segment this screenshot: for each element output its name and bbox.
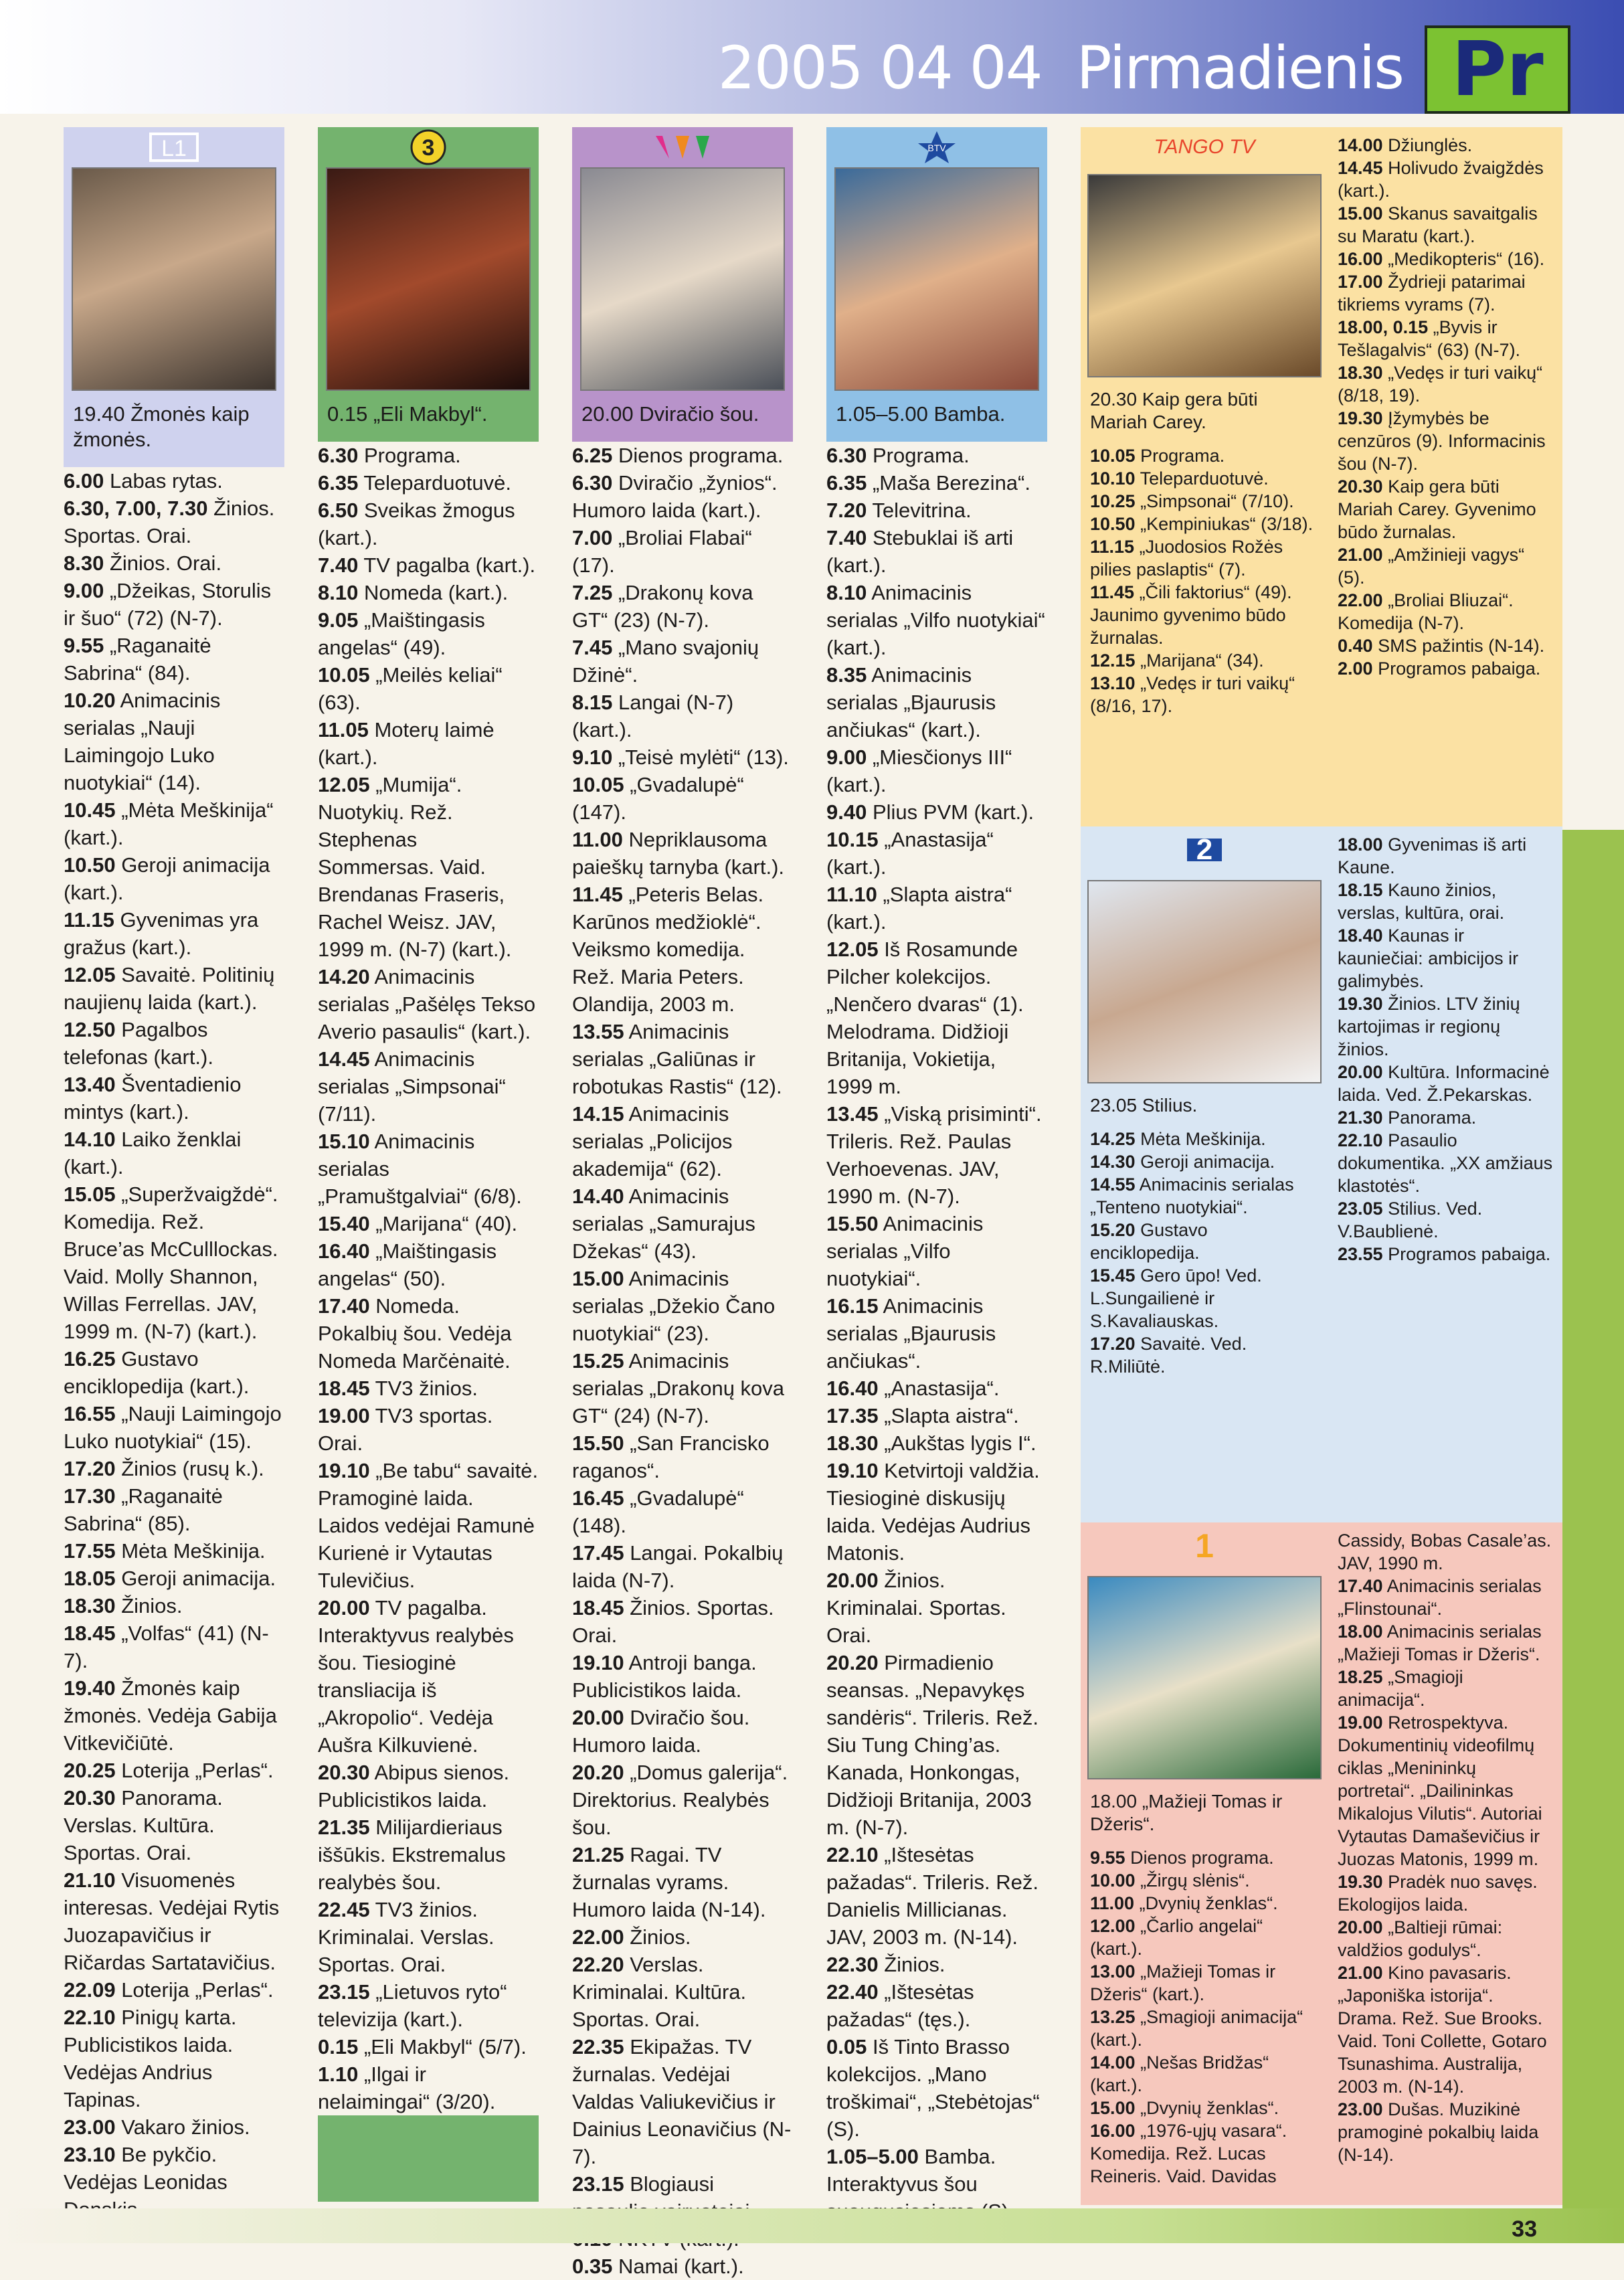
schedule-item: 16.15 Animacinis serialas „Bjaurusis ančiukas“. [826, 1294, 996, 1373]
schedule-item: 22.45 TV3 žinios. Kriminalai. Verslas. Sportas. Orai. [318, 1898, 494, 1976]
schedule-item: 21.00 Kino pavasaris. „Japoniška istorija“. Drama. Rež. Sue Brooks. Vaid. Toni Collette, Gotaro Tsunashima. Australija, 2003 m. (N-14). [1338, 1963, 1547, 2097]
btv-logo-icon [826, 127, 1047, 167]
schedule-item: 11.45 „Čili faktorius“ (49). Jaunimo gyvenimo būdo žurnalas. [1090, 582, 1292, 648]
schedule-item: 7.45 „Mano svajonių Džinė“. [572, 636, 759, 687]
schedule-item: 14.00 „Nešas Bridžas“ (kart.). [1090, 2052, 1269, 2095]
schedule-item: 15.05 „Superžvaigždė“. Komedija. Rež. Bruce’as McCulllockas. Vaid. Molly Shannon, Willas Ferrellas. JAV, 1999 m. (N-7) (kart.). [64, 1182, 278, 1343]
schedule-item: 2.00 Programos pabaiga. [1338, 659, 1541, 679]
schedule-item: 17.20 Žinios (rusų k.). [64, 1457, 264, 1480]
schedule-item: 12.15 „Marijana“ (34). [1090, 650, 1264, 671]
decor-stripe [1562, 830, 1624, 2243]
schedule-item: 18.00 Gyvenimas iš arti Kaune. [1338, 835, 1527, 877]
schedule-item: 19.40 Žmonės kaip žmonės. Vedėja Gabija Vitkevičiūtė. [64, 1676, 277, 1755]
tv3-logo-icon [318, 127, 539, 167]
schedule-item: 6.00 Labas rytas. [64, 469, 223, 493]
tv1-photo [1087, 1576, 1322, 1779]
schedule-item: 20.00 Dviračio šou. Humoro laida. [572, 1706, 750, 1757]
schedule-item: 14.25 Mėta Meškinija. [1090, 1129, 1266, 1149]
schedule-item: 11.00 „Dvynių ženklas“. [1090, 1893, 1278, 1913]
lrt-schedule [53, 467, 291, 2223]
schedule-item: 13.45 „Viską prisiminti“. Trileris. Rež. Paulas Verhoevenas. JAV, 1990 m. (N-7). [826, 1102, 1042, 1208]
schedule-item: 18.30 „Aukštas lygis I“. [826, 1431, 1036, 1455]
schedule-item: 22.10 Pinigų karta. Publicistikos laida. Vedėjas Andrius Tapinas. [64, 2006, 237, 2111]
schedule-item: 9.40 Plius PVM (kart.). [826, 800, 1034, 824]
schedule-item: 10.15 „Anastasija“ (kart.). [826, 828, 994, 879]
schedule-item: 10.25 „Simpsonai“ (7/10). [1090, 491, 1294, 511]
schedule-item: 6.35 Teleparduotuvė. [318, 471, 511, 495]
schedule-item: 18.30 Žinios. [64, 1594, 183, 1617]
schedule-item: 0.05 Iš Tinto Brasso kolekcijos. „Mano troškimai“, „Stebėtojas“ (S). [826, 2035, 1040, 2141]
tv3-featured: 0.15 „Eli Makbyl“. [327, 402, 488, 426]
schedule-item: 13.55 Animacinis serialas „Galiūnas ir robotukas Rastis“ (12). [572, 1020, 782, 1098]
schedule-item: 18.45 TV3 žinios. [318, 1377, 478, 1400]
schedule-item: 19.00 TV3 sportas. Orai. [318, 1404, 493, 1455]
channel-lrt [64, 127, 284, 2202]
schedule-item: 20.00 TV pagalba. Interaktyvus realybės šou. Tiesioginė transliacija iš „Akropolio“. Vedėja Aušra Kilkuvienė. [318, 1596, 514, 1757]
schedule-item: 12.05 Iš Rosamunde Pilcher kolekcijos. „Nenčero dvaras“ (1). Melodrama. Didžioji Britanija, Vokietija, 1999 m. [826, 938, 1024, 1098]
schedule-item: 21.10 Visuomenės interesas. Vedėjai Rytis Juozapavičius ir Ričardas Sartatavičius. [64, 1868, 280, 1974]
schedule-item: 8.30 Žinios. Orai. [64, 551, 222, 575]
lnk-logo-icon [572, 127, 793, 167]
schedule-item: 6.35 „Maša Berezina“. [826, 471, 1030, 495]
channel-lnk [572, 127, 793, 2278]
schedule-item: 17.45 Langai. Pokalbių laida (N-7). [572, 1541, 784, 1592]
channel-tango [1081, 127, 1328, 826]
day-badge: Pr [1425, 25, 1570, 114]
schedule-item: 9.10 „Teisė mylėti“ (13). [572, 746, 789, 769]
schedule-item: 11.00 Nepriklausoma paieškų tarnyba (kart.). [572, 828, 785, 879]
tv1-schedule-continued [1328, 1522, 1562, 2205]
schedule-item: 10.00 „Žirgų slėnis“. [1090, 1870, 1250, 1891]
schedule-item: 10.05 „Gvadalupė“ (147). [572, 773, 744, 824]
schedule-item: 7.20 Televitrina. [826, 499, 972, 522]
schedule-item: 14.45 Holivudo žvaigždės (kart.). [1338, 158, 1544, 201]
schedule-item: 14.10 Laiko ženklai (kart.). [64, 1128, 242, 1178]
schedule-item: 16.45 „Gvadalupė“ (148). [572, 1486, 744, 1537]
schedule-item: 15.50 „San Francisko raganos“. [572, 1431, 770, 1482]
schedule-item: 9.05 „Maištingasis angelas“ (49). [318, 608, 485, 659]
schedule-item: 19.30 Žinios. LTV žinių kartojimas ir regionų žinios. [1338, 994, 1520, 1059]
schedule-item: 17.55 Mėta Meškinija. [64, 1539, 266, 1563]
schedule-item: 18.00 Animacinis serialas „Mažieji Tomas ir Džeris“. [1338, 1621, 1542, 1664]
schedule-item: 20.00 „Baltieji rūmai: valdžios godulys“. [1338, 1917, 1503, 1960]
tango-schedule-continued [1328, 127, 1562, 826]
schedule-item: 6.30 Programa. [826, 444, 970, 467]
lrt-logo-icon [64, 127, 284, 167]
schedule-item: 10.10 Teleparduotuvė. [1090, 468, 1269, 489]
schedule-item: 11.15 Gyvenimas yra gražus (kart.). [64, 908, 259, 959]
schedule-item: 23.10 Be pykčio. Vedėjas Leonidas [64, 2143, 228, 2194]
schedule-item: 19.30 Įžymybės be cenzūros (9). Informacinis šou (N-7). [1338, 408, 1546, 474]
schedule-item: 6.25 Dienos programa. [572, 444, 784, 467]
lrt-featured: 19.40 Žmonės kaip žmonės. [73, 402, 250, 451]
schedule-item: 23.15 „Lietuvos ryto“ televizija (kart.). [318, 1980, 507, 2031]
schedule-item: 20.20 „Domus galerija“. Direktorius. Realybės šou. [572, 1761, 788, 1839]
schedule-item: 23.15 Blogiausi [572, 2172, 714, 2196]
schedule-item: 16.25 Gustavo enciklopedija (kart.). [64, 1347, 250, 1398]
svg-text:L1: L1 [161, 136, 187, 161]
schedule-item: 10.50 „Kempiniukas“ (3/18). [1090, 514, 1314, 534]
schedule-item: 16.00 „1976-ųjų vasara“. Komedija. Rež. Lucas Reineris. Vaid. Davidas [1090, 2121, 1287, 2186]
tango-photo [1087, 174, 1322, 377]
tv3-schedule [307, 442, 545, 2115]
lrt2-logo-icon: 2 [1081, 826, 1328, 873]
schedule-item: 14.40 Animacinis serialas „Samurajus Džekas“ (43). [572, 1185, 755, 1263]
schedule-item: 18.05 Geroji animacija. [64, 1567, 276, 1590]
schedule-item: 23.05 Stilius. Ved. V.Baublienė. [1338, 1199, 1483, 1241]
channel-btv [826, 127, 1047, 2202]
schedule-item: 10.50 Geroji animacija (kart.). [64, 853, 270, 904]
schedule-item: 22.00 Žinios. [572, 1925, 691, 1949]
schedule-item: 12.00 „Čarlio angelai“ (kart.). [1090, 1916, 1263, 1959]
lnk-photo [580, 167, 785, 391]
schedule-item: 22.09 Loterija „Perlas“. [64, 1978, 274, 2002]
schedule-item: 14.20 Animacinis serialas „Pašėlęs Tekso Averio pasaulis“ (kart.). [318, 965, 536, 1043]
schedule-item: 17.00 Žydrieji patarimai tikriems vyrams (7). [1338, 272, 1526, 315]
schedule-item: 14.45 Animacinis serialas „Simpsonai“ (7/11). [318, 1047, 506, 1126]
schedule-item: 6.30 Programa. [318, 444, 461, 467]
schedule-item: 18.00, 0.15 „Byvis ir Tešlagalvis“ (63) (N-7). [1338, 317, 1521, 360]
tango-schedule-right [1328, 127, 1562, 687]
tv1-schedule [1081, 1840, 1328, 2194]
schedule-item: 18.30 „Vedęs ir turi vaikų“ (8/18, 19). [1338, 363, 1543, 406]
schedule-item: 8.10 Animacinis serialas „Vilfo nuotykiai“ (kart.). [826, 581, 1045, 659]
channel-tv3 [318, 127, 539, 2202]
schedule-item: 15.45 Gero ūpo! Ved. L.Sungailienė ir S.Kavaliauskas. [1090, 1265, 1262, 1331]
schedule-item: 14.30 Geroji animacija. [1090, 1152, 1275, 1172]
schedule-item: 10.05 Programa. [1090, 446, 1225, 466]
tv1-schedule-right [1328, 1522, 1562, 2173]
schedule-item: 16.40 „Anastasija“. [826, 1377, 1000, 1400]
schedule-item: 22.35 Ekipažas. TV žurnalas. Vedėjai Valdas Valiukevičius ir Dainius Leonavičius (N-7). [572, 2035, 792, 2168]
schedule-item: 17.40 Nomeda. Pokalbių šou. Vedėja Nomeda Marčėnaitė. [318, 1294, 512, 1373]
schedule-item: 21.30 Panorama. [1338, 1108, 1477, 1128]
schedule-item: 23.00 Dušas. Muzikinė pramoginė pokalbių laida (N-14). [1338, 2099, 1539, 2165]
schedule-item: 11.10 „Slapta aistra“ (kart.). [826, 883, 1012, 934]
schedule-item: 15.40 „Marijana“ (40). [318, 1212, 518, 1235]
schedule-item: 18.25 „Smagioji animacija“. [1338, 1667, 1463, 1710]
schedule-item: 11.05 Moterų laimė (kart.). [318, 718, 494, 769]
svg-text:BTV: BTV [927, 143, 946, 153]
schedule-item: 20.00 Žinios. Kriminalai. Sportas. Orai. [826, 1569, 1006, 1647]
schedule-item: 7.40 TV pagalba (kart.). [318, 553, 536, 577]
schedule-item: 1.05–5.00 Bamba. Interaktyvus šou [826, 2145, 996, 2196]
channel-tv1 [1081, 1522, 1328, 2205]
schedule-item: 0.15 „Eli Makbyl“ (5/7). [318, 2035, 527, 2058]
tv3-photo [326, 167, 531, 391]
schedule-item: 22.30 Žinios. [826, 1953, 945, 1976]
tango-schedule [1081, 438, 1328, 724]
schedule-item: 12.05 „Mumija“. Nuotykių. Rež. Stephenas Sommersas. Vaid. Brendanas Fraseris, Rachel Weisz. JAV, 1999 m. (N-7) (kart.). [318, 773, 512, 961]
schedule-item: 17.30 „Raganaitė Sabrina“ (85). [64, 1484, 223, 1535]
schedule-item: 1.10 „Ilgai ir nelaimingai“ (3/20). [318, 2063, 496, 2113]
schedule-item: 7.25 „Drakonų kova GT“ (23) (N-7). [572, 581, 753, 632]
channel-lrt2 [1081, 826, 1328, 1522]
schedule-item: 21.35 Milijardieriaus iššūkis. Ekstremalus realybės šou. [318, 1816, 506, 1894]
date-title: 2005 04 04 Pirmadienis [717, 33, 1403, 102]
schedule-item: 22.10 Pasaulio dokumentika. „XX amžiaus klastotės“. [1338, 1130, 1553, 1196]
lnk-featured: 20.00 Dviračio šou. [581, 402, 759, 426]
schedule-item: 20.30 Kaip gera būti Mariah Carey. Gyvenimo būdo žurnalas. [1338, 476, 1536, 542]
schedule-item: 22.10 „Ištesėtas pažadas“. Trileris. Rež. Danielis Millicianas. JAV, 2003 m. (N-14). [826, 1843, 1039, 1949]
schedule-item: 0.35 Namai (kart.). [572, 2255, 744, 2278]
lrt2-photo [1087, 880, 1322, 1083]
schedule-item: 16.55 „Nauji Laimingojo Luko nuotykiai“ (15). [64, 1402, 282, 1453]
schedule-item: 19.10 Antroji banga. Publicistikos laida. [572, 1651, 757, 1702]
schedule-item: 19.30 Pradėk nuo savęs. Ekologijos laida. [1338, 1872, 1538, 1915]
schedule-item: 18.45 Žinios. Sportas. Orai. [572, 1596, 774, 1647]
lrt2-schedule [1081, 1121, 1328, 1385]
schedule-item: 18.45 „Volfas“ (41) (N-7). [64, 1621, 269, 1672]
schedule-item: 15.00 Skanus savaitgalis su Maratu (kart.). [1338, 203, 1538, 246]
schedule-item: 19.10 „Be tabu“ savaitė. Pramoginė laida. Laidos vedėjai Ramunė Kurienė ir Vytautas Tulevičius. [318, 1459, 539, 1592]
schedule-item: 11.45 „Peteris Belas. Karūnos medžioklė“. Veiksmo komedija. Rež. Maria Peters. Olandija, 2003 m. [572, 883, 764, 1016]
schedule-item: 20.00 Kultūra. Informacinė laida. Ved. Ž.Pekarskas. [1338, 1062, 1550, 1105]
schedule-item: 7.00 „Broliai Flabai“ (17). [572, 526, 752, 577]
tango-featured: 20.30 Kaip gera būti Mariah Carey. [1090, 389, 1258, 432]
schedule-item: 23.55 Programos pabaiga. [1338, 1244, 1551, 1264]
schedule-item: 15.10 Animacinis serialas „Pramuštgalviai“ (6/8). [318, 1130, 522, 1208]
lrt2-featured: 23.05 Stilius. [1090, 1095, 1198, 1116]
schedule-item: 22.40 „Ištesėtas pažadas“ (tęs.). [826, 1980, 974, 2031]
schedule-item: 9.55 „Raganaitė Sabrina“ (84). [64, 634, 211, 685]
schedule-item: 6.50 Sveikas žmogus (kart.). [318, 499, 515, 549]
lrt-photo [72, 167, 276, 391]
schedule-item: 13.25 „Smagioji animacija“ (kart.). [1090, 2007, 1303, 2050]
schedule-item: 10.20 Animacinis serialas „Nauji Laimingojo Luko nuotykiai“ (14). [64, 689, 221, 794]
schedule-item: 15.00 Animacinis serialas „Džekio Čano nuotykiai“ (23). [572, 1267, 776, 1345]
schedule-item: 13.40 Šventadienio mintys (kart.). [64, 1073, 242, 1124]
schedule-item: 22.20 Verslas. Kriminalai. Kultūra. Sportas. Orai. [572, 1953, 747, 2031]
lnk-schedule [561, 442, 800, 2280]
schedule-item: 15.25 Animacinis serialas „Drakonų kova GT“ (24) (N-7). [572, 1349, 785, 1427]
schedule-item: 14.00 Džiunglės. [1338, 135, 1473, 155]
btv-photo [834, 167, 1039, 391]
schedule-item: 14.15 Animacinis serialas „Policijos akademija“ (62). [572, 1102, 733, 1180]
schedule-item: 15.20 Gustavo enciklopedija. [1090, 1220, 1208, 1263]
schedule-item: 10.45 „Mėta Meškinija“ (kart.). [64, 798, 274, 849]
schedule-item: 20.20 Pirmadienio seansas. „Nepavykęs sandėris“. Trileris. Rež. Siu Tung Ching’as. Kanada, Honkongas, Didžioji Britanija, 2003 m. (N-7). [826, 1651, 1039, 1839]
lrt2-schedule-continued [1328, 826, 1562, 1522]
tv1-logo-icon: 1 [1195, 1527, 1214, 1565]
page-header [0, 0, 1624, 114]
schedule-item: 15.50 Animacinis serialas „Vilfo nuotykiai“. [826, 1212, 984, 1290]
schedule-item: 9.55 Dienos programa. [1090, 1848, 1274, 1868]
schedule-item: 8.35 Animacinis serialas „Bjaurusis ančiukas“ (kart.). [826, 663, 996, 741]
schedule-item: 7.40 Stebuklai iš arti (kart.). [826, 526, 1014, 577]
schedule-item: 11.15 „Juodosios Rožės pilies paslaptis“ (7). [1090, 537, 1283, 580]
tango-logo-icon: TANGO TV [1154, 136, 1255, 158]
schedule-item: 0.40 SMS pažintis (N-14). [1338, 636, 1545, 656]
schedule-item: 13.00 „Mažieji Tomas ir Džeris“ (kart.). [1090, 1961, 1276, 2004]
page-footer [0, 2208, 1624, 2243]
schedule-item: 14.55 Animacinis serialas „Tenteno nuotykiai“. [1090, 1174, 1294, 1217]
btv-schedule [816, 442, 1054, 2225]
svg-text:3: 3 [422, 135, 435, 161]
schedule-item: 23.00 Vakaro žinios. [64, 2115, 250, 2139]
schedule-item: 17.20 Savaitė. Ved. R.Miliūtė. [1090, 1334, 1247, 1377]
schedule-item: 13.10 „Vedęs ir turi vaikų“ (8/16, 17). [1090, 673, 1295, 716]
schedule-item: 18.40 Kaunas ir kauniečiai: ambicijos ir galimybės. [1338, 926, 1519, 991]
schedule-item: 19.10 Ketvirtoji valdžia. Tiesioginė diskusijų laida. Vedėjas Audrius Matonis. [826, 1459, 1040, 1565]
schedule-item: 16.00 „Medikopteris“ (16). [1338, 249, 1545, 269]
btv-featured: 1.05–5.00 Bamba. [836, 402, 1006, 426]
schedule-item: 18.15 Kauno žinios, verslas, kultūra, orai. [1338, 880, 1505, 923]
tv1-featured: 18.00 „Mažieji Tomas ir Džeris“. [1090, 1791, 1283, 1834]
page-number: 33 [1512, 2216, 1537, 2242]
schedule-item: 15.00 „Dvynių ženklas“. [1090, 2098, 1279, 2118]
schedule-item: 22.00 „Broliai Bliuzai“. Komedija (N-7). [1338, 590, 1514, 633]
schedule-item: 12.50 Pagalbos telefonas (kart.). [64, 1018, 213, 1069]
schedule-item: 12.05 Savaitė. Politinių naujienų laida (kart.). [64, 963, 275, 1014]
lrt2-schedule-right [1328, 826, 1562, 1272]
schedule-item: 8.15 Langai (N-7) (kart.). [572, 691, 734, 741]
schedule-item: 21.00 „Amžinieji vagys“ (5). [1338, 545, 1525, 588]
schedule-item: 6.30, 7.00, 7.30 Žinios. Sportas. Orai. [64, 497, 275, 547]
schedule-item: 19.00 Retrospektyva. Dokumentinių videofilmų ciklas „Menininkų portretai“. „Dailininkas Mikalojus Vilutis“. Autoriai Vytautas Damaševičius ir Juozas Matonis, 1999 m. [1338, 1713, 1542, 1869]
schedule-item: 10.05 „Meilės keliai“ (63). [318, 663, 503, 714]
schedule-item: 17.35 „Slapta aistra“. [826, 1404, 1019, 1427]
schedule-item: 16.40 „Maištingasis angelas“ (50). [318, 1239, 497, 1290]
schedule-item: Cassidy, Bobas Casale’as. JAV, 1990 m. [1338, 1530, 1552, 1573]
schedule-item: 9.00 „Džeikas, Storulis ir šuo“ (72) (N-7). [64, 579, 272, 630]
schedule-item: 17.40 Animacinis serialas „Flinstounai“. [1338, 1576, 1542, 1619]
schedule-item: 20.30 Panorama. Verslas. Kultūra. Sportas. Orai. [64, 1786, 223, 1864]
schedule-item: 9.00 „Miesčionys III“ (kart.). [826, 746, 1012, 796]
schedule-item: 20.25 Loterija „Perlas“. [64, 1759, 274, 1782]
schedule-item: 21.25 Ragai. TV žurnalas vyrams. Humoro laida (N-14). [572, 1843, 766, 1921]
schedule-item: 20.30 Abipus sienos. Publicistikos laida. [318, 1761, 510, 1812]
schedule-item: 8.10 Nomeda (kart.). [318, 581, 509, 604]
schedule-item: 6.30 Dviračio „žynios“. Humoro laida (kart.). [572, 471, 778, 522]
